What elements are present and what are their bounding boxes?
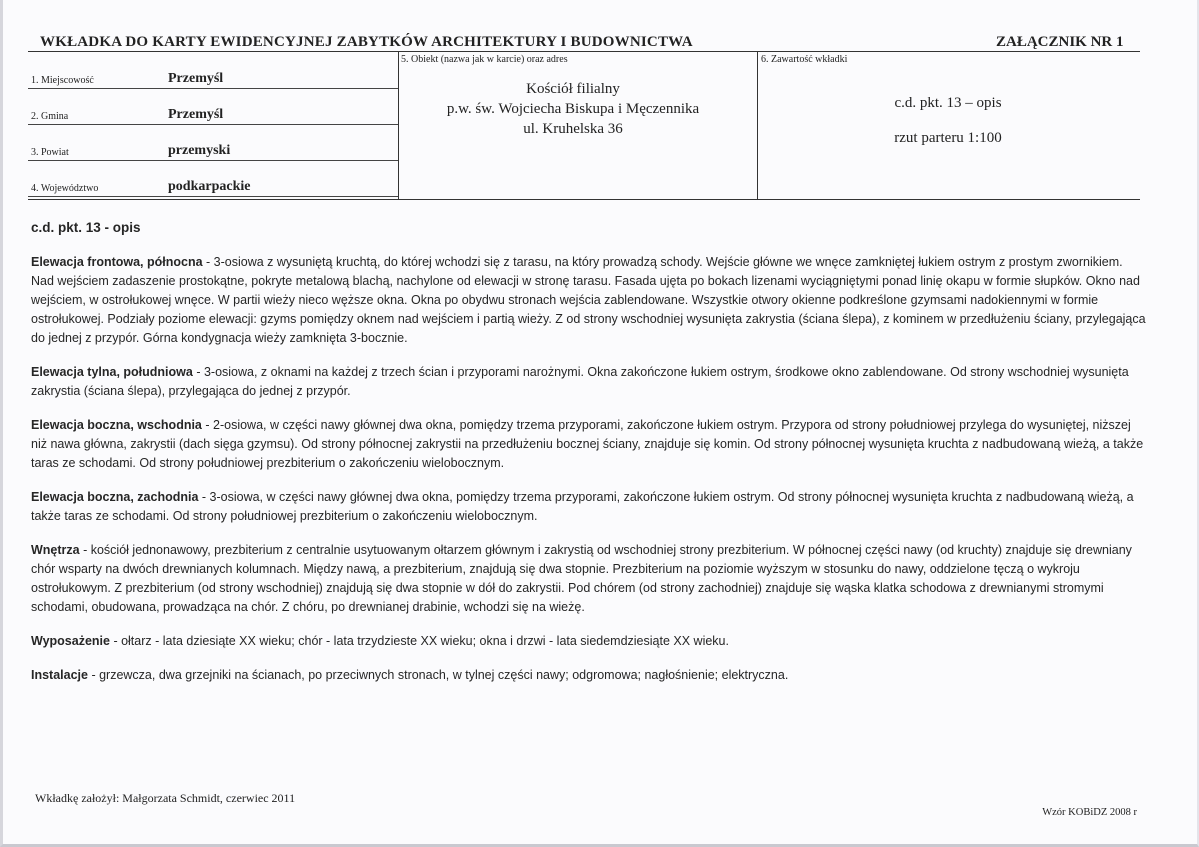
- field-locality: [28, 52, 398, 89]
- field-value: Przemyśl: [168, 107, 224, 122]
- object-label: 5. Obiekt (nazwa jak w karcie) oraz adres: [401, 54, 568, 65]
- field-value: Przemyśl: [168, 71, 224, 86]
- paragraph-term: Elewacja tylna, południowa: [31, 365, 193, 379]
- description-body: [31, 218, 1146, 700]
- field-label: 4. Województwo: [31, 183, 99, 194]
- contents-line: rzut parteru 1:100: [894, 130, 1002, 146]
- column-divider: [757, 52, 758, 199]
- object-line: p.w. św. Wojciecha Biskupa i Męczennika: [446, 101, 700, 117]
- contents-line: c.d. pkt. 13 – opis: [894, 95, 1002, 111]
- footer-author: Wkładkę założył: Małgorzata Schmidt, czerwiec 2011: [35, 791, 296, 805]
- field-label: 2. Gmina: [31, 111, 69, 122]
- paragraph-text: - 3-osiowa z wysuniętą kruchtą, do której wchodzi się z tarasu, na który prowadzą schody. Wejście główne we wnęce zamkniętej łukiem ostrym z prostym zwornikiem. Nad wejściem zadaszenie prostokątne, pokryte metalową blachą, nachylone od elewacji w stronę tarasu. Fasada ujęta po bokach lizenami wyciągniętymi ponad linię okapu w formie słupków. Okno nad wejściem, w ostrołukowej wnęce. W partii wieży nieco węższe okna. Okna po obydwu stronach wejścia zablendowane. Wszystkie otwory okienne podkreślone gzymsami nadokiennymi w formie ostrołukowej. Podziały poziome elewacji: gzyms pomiędzy oknem nad wejściem i partią wieży. Z od strony wschodniej wysunięta zakrystia (ściana ślepa), z kominem w przedłużeniu ściany, przylegająca do jednej z przypór. Górna kondygnacja wieży zamknięta 3-bocznie.: [31, 255, 1146, 345]
- section-title: c.d. pkt. 13 - opis: [31, 220, 141, 235]
- paragraph-text: - 3-osiowa, z oknami na każdej z trzech ścian i przyporami narożnymi. Okna zakończone łukiem ostrym, środkowe okno zablendowane. Od strony wschodniej wysunięta zakrystia (ściana ślepa), przylegająca do jednej z przypór.: [31, 365, 1129, 398]
- paragraph-text: - 3-osiowa, w części nawy głównej dwa okna, pomiędzy trzema przyporami, zakończone łukiem ostrym. Od strony północnej wysunięta kruchta z nadbudowaną wieżą, a także taras ze schodami. Od strony południowej prezbiterium o zakończeniu wielobocznym.: [31, 490, 1134, 523]
- paragraph-term: Wyposażenie: [31, 634, 110, 648]
- object-line: Kościół filialny: [526, 81, 620, 97]
- contents-label: 6. Zawartość wkładki: [761, 54, 848, 65]
- field-commune: [28, 88, 398, 125]
- object-description: [401, 79, 745, 139]
- paragraph-north-facade: [31, 253, 1146, 348]
- field-value: przemyski: [168, 143, 231, 158]
- paragraph-term: Instalacje: [31, 668, 88, 682]
- paragraph-south-facade: [31, 363, 1146, 401]
- header-table: [28, 51, 1140, 200]
- paragraph-interior: [31, 541, 1146, 617]
- contents-description: [763, 95, 1133, 165]
- paragraph-text: - 2-osiowa, w części nawy głównej dwa okna, pomiędzy trzema przyporami, zakończone łukiem ostrym. Przypora od strony południowej przylega do wysuniętej, niższej niż nawa główna, zakrystii (dach sięga gzymsu). Od strony północnej zakrystii na przedłużeniu bocznej ściany, znajduje się komin. Od strony północnej wysunięta kruchta z nadbudowaną wieżą, a także taras ze schodami. Od strony południowej prezbiterium o zakończeniu wielobocznym.: [31, 418, 1144, 470]
- document-title: WKŁADKA DO KARTY EWIDENCYJNEJ ZABYTKÓW ARCHITEKTURY I BUDOWNICTWA: [40, 34, 693, 50]
- paragraph-term: Wnętrza: [31, 543, 80, 557]
- field-label: 3. Powiat: [31, 147, 69, 158]
- paragraph-text: - ołtarz - lata dziesiąte XX wieku; chór - lata trzydzieste XX wieku; okna i drzwi - lata siedemdziesiąte XX wieku.: [109, 634, 729, 648]
- paragraph-installations: [31, 666, 1146, 685]
- paragraph-east-facade: [31, 416, 1146, 473]
- paragraph-text: - grzewcza, dwa grzejniki na ścianach, po przeciwnych stronach, w tylnej części nawy; odgromowa; nagłośnienie; elektryczna.: [87, 668, 789, 682]
- footer-template: Wzór KOBiDZ 2008 r: [1042, 807, 1137, 818]
- field-voivodeship: [28, 160, 398, 197]
- column-divider: [398, 52, 399, 199]
- paragraph-term: Elewacja boczna, wschodnia: [31, 418, 202, 432]
- paragraph-west-facade: [31, 488, 1146, 526]
- paragraph-term: Elewacja boczna, zachodnia: [31, 490, 199, 504]
- field-value: podkarpackie: [168, 179, 251, 194]
- paragraph-furnishings: [31, 632, 1146, 651]
- field-district: [28, 124, 398, 161]
- field-label: 1. Miejscowość: [31, 75, 94, 86]
- object-line: ul. Kruhelska 36: [523, 121, 623, 137]
- attachment-number: ZAŁĄCZNIK NR 1: [996, 34, 1124, 50]
- paragraph-term: Elewacja frontowa, północna: [31, 255, 203, 269]
- paragraph-text: - kościół jednonawowy, prezbiterium z centralnie usytuowanym ołtarzem głównym i zakrystią od wschodniej strony prezbiterium. W północnej części nawy (od kruchty) znajduje się drewniany chór wsparty na dwóch drewnianych kolumnach. Między nawą, a prezbiterium, znajdują się dwa stopnie. Prezbiterium na poziomie wyższym w stosunku do nawy, oddzielone tęczą o wykroju ostrołukowym. Z prezbiterium (od strony wschodniej) znajdują się dwa stopnie w dół do zakrystii. Pod chórem (od strony zachodniej) znajduje się wąska klatka schodowa z drewnianymi stromymi schodami, obudowana, prowadząca na chór. Z chóru, po drewnianej drabinie, wchodzi się na wieżę.: [31, 543, 1132, 614]
